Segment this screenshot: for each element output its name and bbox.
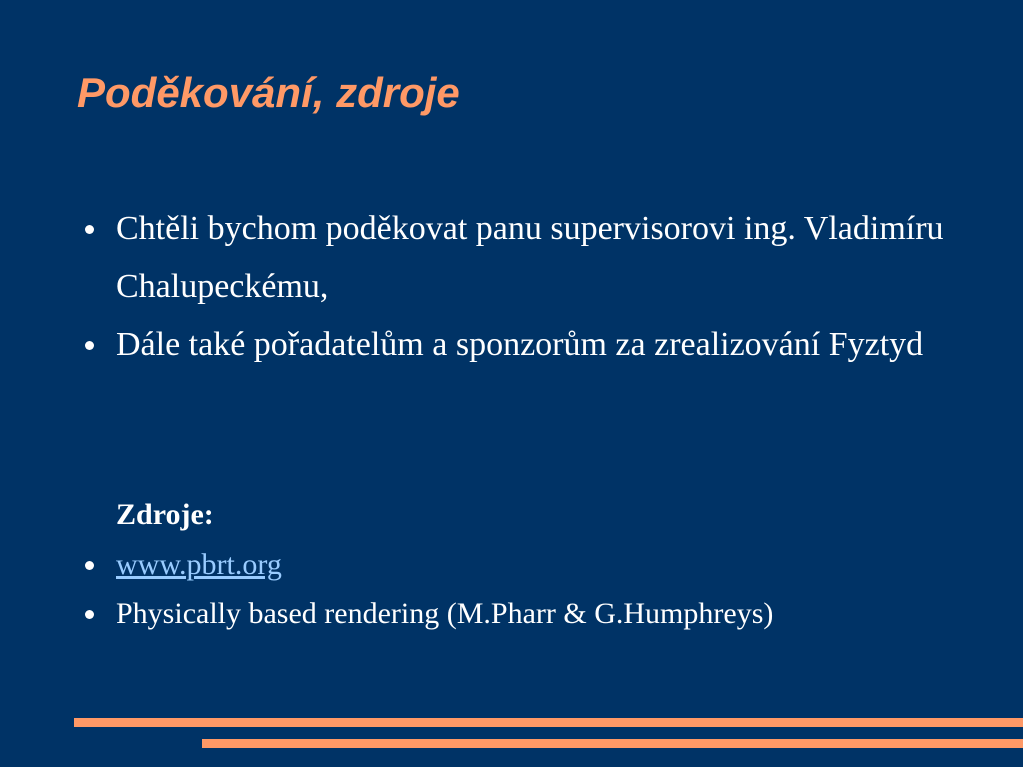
list-item bbox=[116, 200, 986, 316]
list-item bbox=[116, 316, 986, 374]
list-item bbox=[116, 589, 986, 639]
acknowledgement-sponsors: Dále také pořadatelům a sponzorům za zrealizování Fyztyd bbox=[116, 326, 924, 363]
bullet-icon bbox=[85, 561, 94, 570]
acknowledgement-supervisor: Chtěli bychom poděkovat panu supervisorovi ing. Vladimíru Chalupeckému, bbox=[116, 210, 944, 305]
decorative-line-upper bbox=[74, 718, 1023, 727]
sources-heading: Zdroje: bbox=[116, 498, 214, 531]
slide-title: Poděkování, zdroje bbox=[77, 69, 460, 116]
source-book: Physically based rendering (M.Pharr & G.Humphreys) bbox=[116, 597, 774, 630]
bullet-icon bbox=[85, 610, 94, 619]
source-link[interactable]: www.pbrt.org bbox=[116, 548, 282, 581]
bullet-icon bbox=[85, 341, 94, 350]
list-item bbox=[116, 540, 986, 590]
bullet-icon bbox=[85, 225, 94, 234]
decorative-line-lower bbox=[202, 739, 1023, 748]
